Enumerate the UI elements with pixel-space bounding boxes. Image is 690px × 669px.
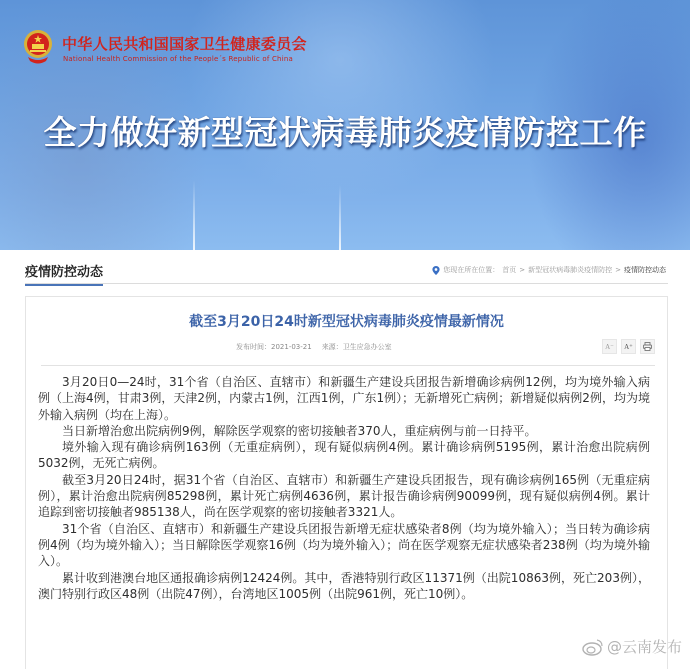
decorative-pulse-line <box>193 180 195 250</box>
publish-info <box>236 342 312 352</box>
font-larger-button[interactable]: A⁺ <box>621 339 636 354</box>
paragraph-new-cases: 3月20日0—24时，31个省（自治区、直辖市）和新疆生产建设兵团报告新增确诊病例12例，均为境外输入病例（上海4例，甘肃3例，天津2例，内蒙古1例，江西1例，广东1例）；无新增死亡病例；新增疑似病例2例，均为境外输入病例（均在上海）。 <box>38 375 650 422</box>
article-body <box>38 374 650 602</box>
article-tools <box>602 339 655 354</box>
paragraph-recoveries: 当日新增治愈出院病例9例，解除医学观察的密切接触者370人，重症病例与前一日持平。 <box>62 423 537 438</box>
source-info <box>322 342 392 352</box>
paragraph-cumulative-totals: 截至3月20日24时，据31个省（自治区、直辖市）和新疆生产建设兵团报告，现有确诊病例165例（无重症病例），累计治愈出院病例85298例，累计死亡病例4636例，累计报告确诊病例90099例，现有疑似病例4例。累计追踪到密切接触者985138人，尚在医学观察的密切接触者3321人。 <box>38 472 650 520</box>
breadcrumb-current[interactable]: 疫情防控动态 <box>624 266 666 274</box>
org-name-cn: 中华人民共和国国家卫生健康委员会 <box>62 35 307 53</box>
decorative-pulse-line <box>339 185 341 250</box>
publish-date: 2021-03-21 <box>271 343 312 351</box>
article-meta <box>236 342 392 352</box>
section-title: 疫情防控动态 <box>25 261 103 286</box>
article-title: 截至3月20日24时新型冠状病毒肺炎疫情最新情况 <box>189 314 504 330</box>
section-header <box>25 258 668 284</box>
weibo-watermark <box>582 636 682 657</box>
national-emblem-icon <box>22 27 54 67</box>
banner-slogan: 全力做好新型冠状病毒肺炎疫情防控工作 <box>43 113 647 152</box>
breadcrumb-separator: > <box>519 266 526 274</box>
source-label: 来源： <box>321 343 343 351</box>
paragraph-hk-macau-taiwan: 累计收到港澳台地区通报确诊病例12424例。其中，香港特别行政区11371例（出院10863例，死亡203例），澳门特别行政区48例（出院47例），台湾地区1005例（出院961例，死亡10例）。 <box>38 570 650 601</box>
print-icon <box>643 342 652 351</box>
paragraph-imported-cases: 境外输入现有确诊病例163例（无重症病例），现有疑似病例4例。累计确诊病例5195例，累计治愈出院病例5032例，无死亡病例。 <box>38 440 650 471</box>
article-card <box>25 296 668 669</box>
source-value: 卫生应急办公室 <box>342 343 392 351</box>
location-pin-icon <box>432 266 440 275</box>
font-smaller-button[interactable]: A⁻ <box>602 339 617 354</box>
breadcrumb-separator: > <box>615 266 621 274</box>
org-name-en: National Health Commission of the People´s Republic of China <box>63 55 293 63</box>
breadcrumb-home[interactable]: 首页 <box>502 266 517 274</box>
weibo-icon <box>582 638 604 656</box>
breadcrumb-prefix: 您现在所在位置： <box>443 266 500 274</box>
breadcrumb <box>432 265 666 275</box>
watermark-text: @云南发布 <box>606 638 682 656</box>
publish-label: 发布时间： <box>236 343 271 351</box>
article-divider <box>41 365 655 366</box>
paragraph-asymptomatic: 31个省（自治区、直辖市）和新疆生产建设兵团报告新增无症状感染者8例（均为境外输入）；当日转为确诊病例4例（均为境外输入）；当日解除医学观察16例（均为境外输入）；尚在医学观察无症状感染者238例（均为境外输入）。 <box>38 521 650 569</box>
print-button[interactable] <box>640 339 655 354</box>
header-banner <box>0 0 690 250</box>
breadcrumb-covid-prevention[interactable]: 新型冠状病毒肺炎疫情防控 <box>528 266 613 274</box>
